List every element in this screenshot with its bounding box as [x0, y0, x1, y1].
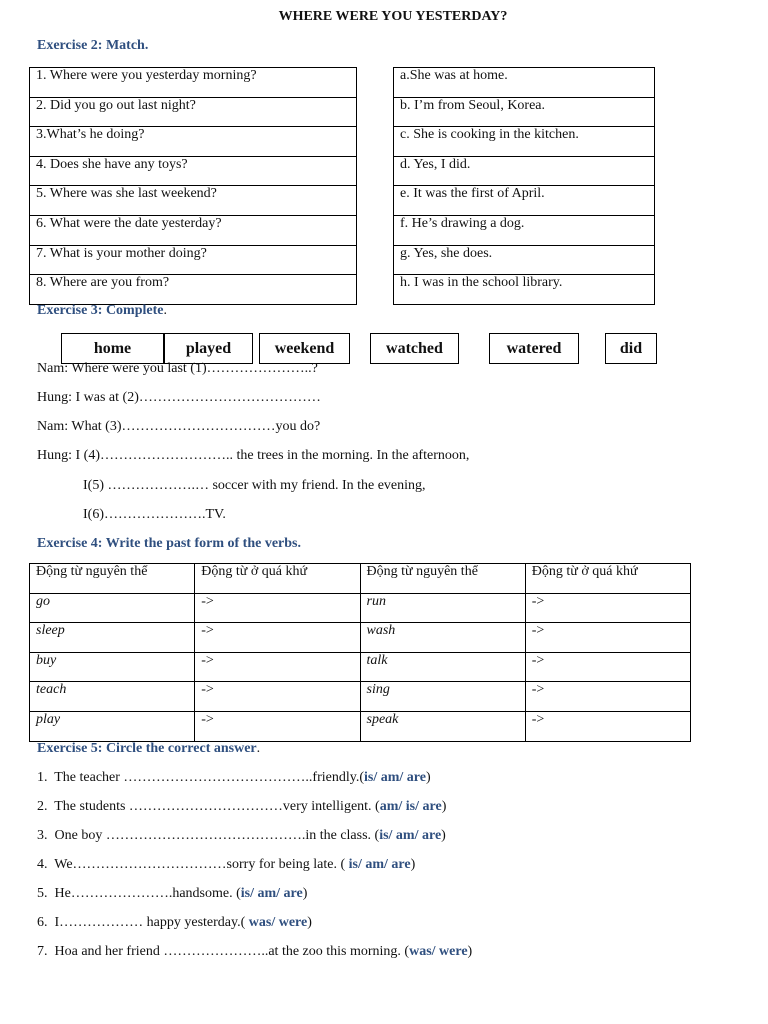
answer-choices: is/ am/ are	[379, 828, 442, 843]
exercise-5-heading: Exercise 5: Circle the correct answer.	[37, 741, 261, 756]
question-line	[37, 857, 415, 873]
exercise-5-heading-text: Exercise 5: Circle the correct answer	[37, 741, 257, 756]
answer-choices: was/ were	[248, 915, 308, 930]
dialogue-line: Hung: I (4)……………………….. the trees in the morning. In the afternoon,	[37, 448, 470, 463]
answer-choices: is/ am/ are	[364, 770, 426, 785]
question-line	[37, 886, 307, 902]
dialogue-line: I(6)………………….TV.	[83, 507, 226, 522]
question-text: The students ……………………………very intelligent. (	[54, 799, 380, 814]
question-number: 5.	[37, 886, 48, 901]
answer-cell: h. I was in the school library.	[394, 275, 655, 305]
table-row	[30, 275, 357, 305]
past-form-cell: ->	[525, 623, 690, 653]
verb-cell: sleep	[30, 623, 195, 653]
column-header: Động từ nguyên thể	[360, 564, 525, 594]
question-number: 1.	[37, 770, 48, 785]
past-form-cell: ->	[525, 593, 690, 623]
column-header: Động từ nguyên thể	[30, 564, 195, 594]
closing-paren: )	[302, 886, 308, 901]
closing-paren: )	[441, 828, 446, 843]
question-number: 4.	[37, 857, 48, 872]
verb-cell: buy	[30, 652, 195, 682]
question-line	[37, 828, 446, 844]
column-header: Động từ ở quá khứ	[525, 564, 690, 594]
answer-cell: d. Yes, I did.	[394, 156, 655, 186]
verb-cell: go	[30, 593, 195, 623]
question-text: The teacher …………………………………..friendly.(	[54, 770, 364, 785]
table-row	[394, 215, 655, 245]
answer-cell: b. I’m from Seoul, Korea.	[394, 97, 655, 127]
question-text: Hoa and her friend …………………..at the zoo this morning. (	[54, 944, 410, 959]
past-form-cell: ->	[195, 652, 360, 682]
question-line	[37, 770, 431, 786]
dialogue-line: Hung: I was at (2)…………………………………	[37, 390, 321, 405]
verb-cell: talk	[360, 652, 525, 682]
closing-paren: )	[425, 770, 431, 785]
past-form-cell: ->	[525, 652, 690, 682]
table-row	[30, 215, 357, 245]
closing-paren: )	[307, 915, 312, 930]
table-row	[30, 127, 357, 157]
word-box-watched: watched	[370, 333, 459, 364]
past-form-cell: ->	[195, 623, 360, 653]
column-header: Động từ ở quá khứ	[195, 564, 360, 594]
table-row	[30, 245, 357, 275]
past-form-cell: ->	[195, 711, 360, 741]
table-row	[30, 593, 691, 623]
question-cell: 5. Where was she last weekend?	[30, 186, 357, 216]
table-row	[394, 127, 655, 157]
table-row	[394, 245, 655, 275]
dialogue-line: Nam: Where were you last (1)…………………..?	[37, 361, 318, 376]
question-line	[37, 915, 312, 931]
table-row	[30, 156, 357, 186]
table-row	[30, 711, 691, 741]
past-form-cell: ->	[525, 682, 690, 712]
answer-cell: a.She was at home.	[394, 68, 655, 98]
table-row	[394, 97, 655, 127]
question-line	[37, 799, 446, 815]
question-number: 2.	[37, 799, 48, 814]
answer-choices: was/ were	[409, 944, 468, 959]
verb-cell: run	[360, 593, 525, 623]
table-row	[30, 652, 691, 682]
table-row	[30, 97, 357, 127]
table-header-row	[30, 564, 691, 594]
question-text: I……………… happy yesterday.(	[54, 915, 249, 930]
exercise-3-heading: Exercise 3: Complete.	[37, 303, 167, 318]
verb-cell: play	[30, 711, 195, 741]
table-row	[394, 68, 655, 98]
question-line	[37, 944, 472, 960]
table-row	[394, 275, 655, 305]
question-cell: 4. Does she have any toys?	[30, 156, 357, 186]
table-row	[30, 623, 691, 653]
past-form-cell: ->	[195, 593, 360, 623]
closing-paren: )	[441, 799, 447, 814]
table-row	[394, 156, 655, 186]
verbs-table	[29, 563, 691, 742]
match-answers-table	[393, 67, 655, 305]
page-title: WHERE WERE YOU YESTERDAY?	[278, 9, 508, 24]
verb-cell: speak	[360, 711, 525, 741]
dialogue-line: Nam: What (3)……………………………you do?	[37, 419, 321, 434]
question-text: He………………….handsome. (	[54, 886, 241, 901]
exercise-3-heading-text: Exercise 3: Complete	[37, 303, 164, 318]
past-form-cell: ->	[195, 682, 360, 712]
dialogue-line: I(5) ……………….… soccer with my friend. In the evening,	[83, 478, 426, 493]
question-cell: 6. What were the date yesterday?	[30, 215, 357, 245]
answer-cell: f. He’s drawing a dog.	[394, 215, 655, 245]
question-number: 7.	[37, 944, 48, 959]
question-cell: 8. Where are you from?	[30, 275, 357, 305]
question-cell: 7. What is your mother doing?	[30, 245, 357, 275]
question-cell: 2. Did you go out last night?	[30, 97, 357, 127]
question-number: 6.	[37, 915, 48, 930]
table-row	[30, 682, 691, 712]
answer-choices: is/ am/ are	[348, 857, 411, 872]
question-cell: 1. Where were you yesterday morning?	[30, 68, 357, 98]
question-text: We……………………………sorry for being late. (	[54, 857, 349, 872]
closing-paren: )	[467, 944, 473, 959]
closing-paren: )	[410, 857, 416, 872]
exercise-2-heading: Exercise 2: Match.	[37, 38, 149, 53]
question-number: 3.	[37, 828, 48, 843]
question-text: One boy …………………………………….in the class. (	[54, 828, 380, 843]
table-row	[30, 68, 357, 98]
verb-cell: sing	[360, 682, 525, 712]
past-form-cell: ->	[525, 711, 690, 741]
answer-cell: e. It was the first of April.	[394, 186, 655, 216]
question-cell: 3.What’s he doing?	[30, 127, 357, 157]
answer-choices: is/ am/ are	[240, 886, 303, 901]
answer-cell: c. She is cooking in the kitchen.	[394, 127, 655, 157]
table-row	[30, 186, 357, 216]
verb-cell: wash	[360, 623, 525, 653]
word-box-did: did	[605, 333, 657, 364]
verb-cell: teach	[30, 682, 195, 712]
answer-choices: am/ is/ are	[379, 799, 442, 814]
word-box-weekend: weekend	[259, 333, 350, 364]
exercise-4-heading: Exercise 4: Write the past form of the verbs.	[37, 536, 301, 551]
match-questions-table	[29, 67, 357, 305]
answer-cell: g. Yes, she does.	[394, 245, 655, 275]
word-box-home: home	[61, 333, 164, 364]
word-box-watered: watered	[489, 333, 579, 364]
table-row	[394, 186, 655, 216]
word-box-played: played	[164, 333, 253, 364]
